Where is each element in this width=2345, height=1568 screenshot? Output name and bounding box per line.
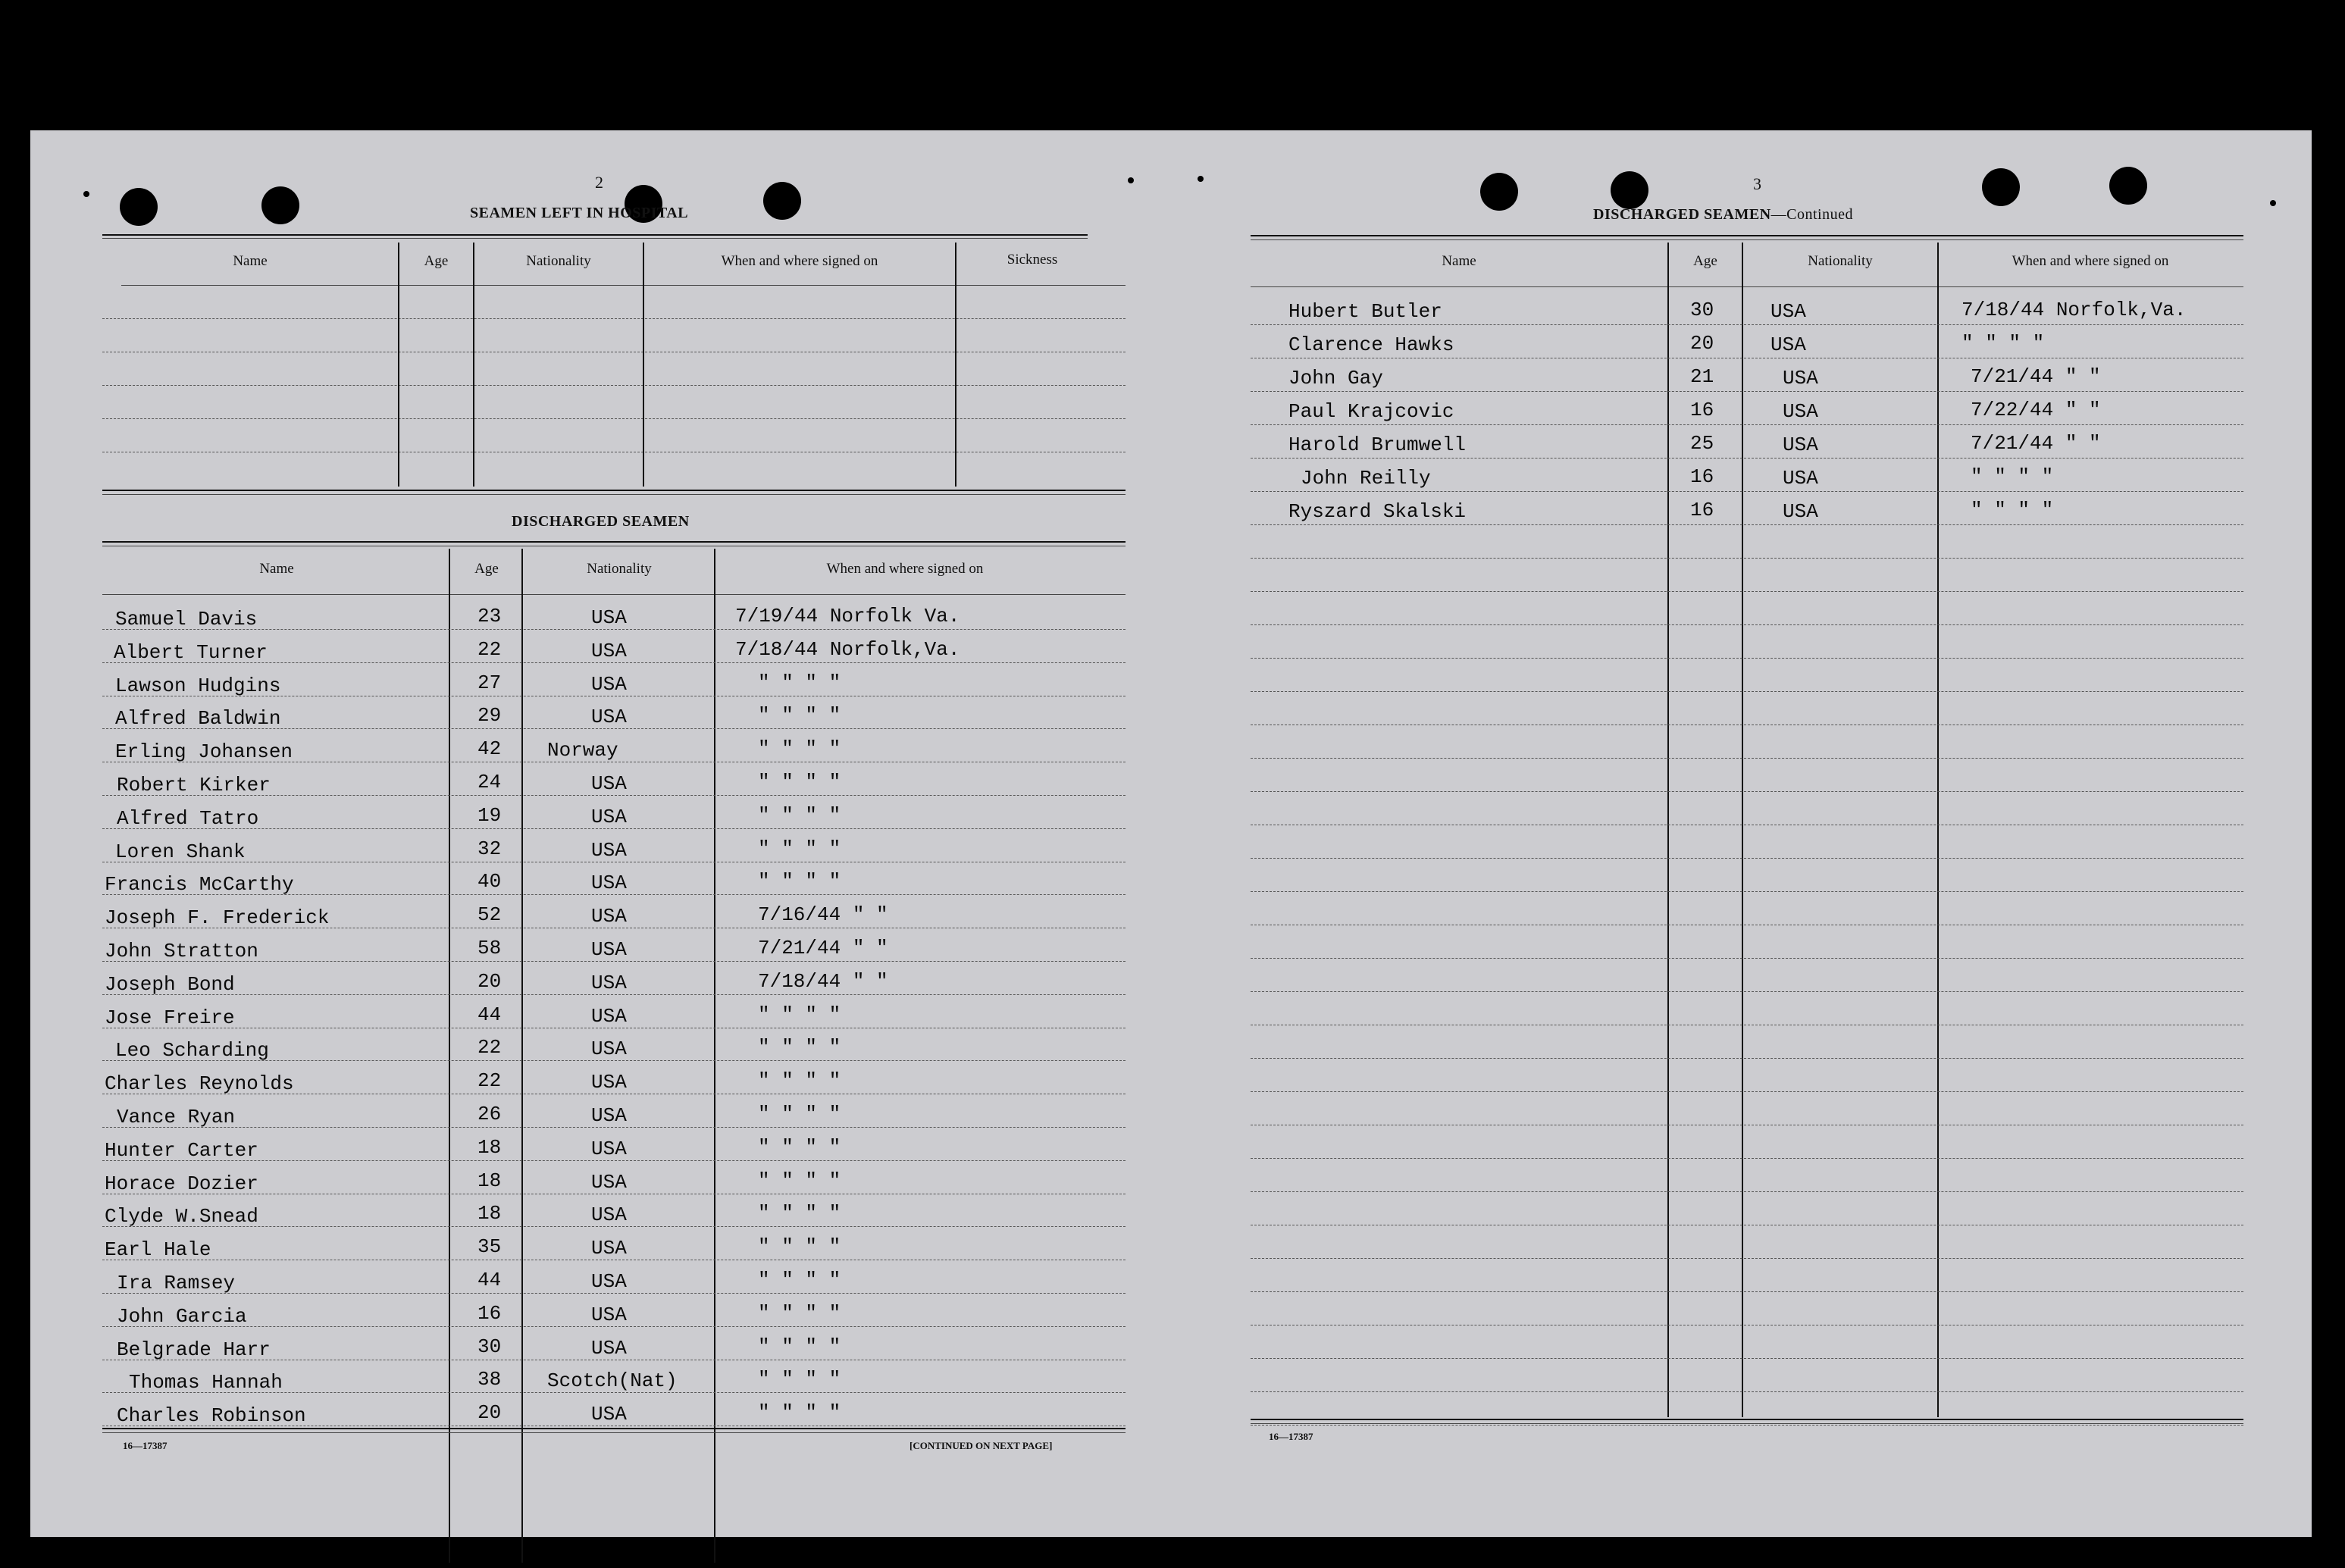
seaman-name: Alfred Tatro (117, 807, 259, 830)
column-header-signed-on: When and where signed on (721, 253, 878, 269)
seaman-age: 38 (477, 1368, 502, 1391)
seaman-signed-on: 7/21/44 " " (1971, 432, 2101, 455)
seaman-nationality: USA (591, 706, 627, 728)
row-line (1251, 558, 2243, 559)
speck (1198, 176, 1204, 182)
seaman-signed-on: " " " " (1961, 332, 2045, 355)
row-line (1251, 758, 2243, 759)
table-rule (1251, 1423, 2243, 1424)
seaman-age: 20 (1690, 332, 1714, 355)
seaman-name: Jose Freire (105, 1006, 235, 1029)
seaman-nationality: USA (1783, 500, 1818, 523)
column-header-age: Age (424, 253, 449, 269)
seaman-name: John Stratton (105, 940, 258, 962)
seaman-nationality: USA (591, 1304, 627, 1326)
seaman-age: 21 (1690, 365, 1714, 388)
row-line (1251, 858, 2243, 859)
punch-hole (1611, 171, 1648, 209)
column-header-signed-on: When and where signed on (2012, 253, 2169, 269)
row-line (102, 1326, 1126, 1327)
seaman-nationality: USA (591, 1038, 627, 1060)
seaman-age: 18 (477, 1202, 502, 1225)
seaman-name: Vance Ryan (117, 1106, 236, 1128)
seaman-name: Joseph Bond (105, 973, 235, 996)
column-header-name: Name (1442, 253, 1476, 269)
seaman-age: 16 (1690, 399, 1714, 421)
punch-hole (1982, 168, 2020, 206)
seaman-signed-on: 7/16/44 " " (758, 903, 888, 926)
row-line (1251, 958, 2243, 959)
seaman-name: Belgrade Harr (117, 1338, 271, 1361)
seaman-signed-on: 7/21/44 " " (758, 937, 888, 959)
seaman-name: John Garcia (117, 1305, 247, 1328)
row-line (1251, 491, 2243, 492)
seaman-age: 18 (477, 1169, 502, 1192)
seaman-nationality: USA (1770, 333, 1806, 356)
seaman-nationality: USA (591, 806, 627, 828)
punch-hole (1480, 173, 1518, 211)
page-number: 3 (1753, 174, 1761, 193)
seaman-age: 29 (477, 704, 502, 727)
column-header-signed-on: When and where signed on (826, 561, 984, 577)
seaman-nationality: USA (591, 1270, 627, 1293)
seaman-signed-on: " " " " (758, 1169, 841, 1192)
row-line (1251, 458, 2243, 459)
column-header-sickness: Sickness (1007, 252, 1058, 268)
seaman-nationality: USA (1783, 367, 1818, 390)
row-line (102, 318, 1126, 319)
seaman-name: Paul Krajcovic (1288, 400, 1454, 423)
row-line (1251, 424, 2243, 425)
seaman-name: Thomas Hannah (129, 1371, 283, 1394)
column-header-age: Age (474, 561, 499, 577)
punch-hole (2109, 167, 2147, 205)
seaman-nationality: USA (591, 905, 627, 928)
row-line (1251, 1191, 2243, 1192)
seaman-signed-on: 7/18/44 Norfolk,Va. (1961, 299, 2187, 321)
seaman-signed-on: " " " " (758, 1302, 841, 1325)
table-rule (102, 594, 1126, 595)
seaman-signed-on: " " " " (758, 1103, 841, 1125)
seaman-nationality: USA (591, 839, 627, 862)
seaman-age: 22 (477, 1069, 502, 1092)
column-divider (449, 549, 450, 1563)
seaman-age: 16 (1690, 499, 1714, 521)
seaman-nationality: USA (591, 872, 627, 894)
column-header-nationality: Nationality (1808, 253, 1873, 269)
seaman-signed-on: 7/21/44 " " (1971, 365, 2101, 388)
row-line (1251, 591, 2243, 592)
seaman-age: 16 (477, 1302, 502, 1325)
seaman-age: 22 (477, 638, 502, 661)
row-line (102, 1127, 1126, 1128)
seaman-nationality: USA (1783, 433, 1818, 456)
column-divider (521, 549, 523, 1563)
seaman-signed-on: " " " " (758, 1235, 841, 1258)
seaman-age: 35 (477, 1235, 502, 1258)
seaman-signed-on: " " " " (1971, 465, 2054, 488)
seaman-age: 30 (1690, 299, 1714, 321)
manifest-sheet (30, 130, 2312, 1537)
seaman-signed-on: " " " " (758, 870, 841, 893)
seaman-age: 40 (477, 870, 502, 893)
row-line (1251, 524, 2243, 525)
speck (2270, 200, 2276, 206)
row-line (1251, 1358, 2243, 1359)
seaman-name: Lawson Hudgins (115, 674, 281, 697)
row-line (1251, 1158, 2243, 1159)
table-rule (102, 1428, 1126, 1429)
column-header-name: Name (233, 253, 268, 269)
seaman-nationality: USA (1783, 467, 1818, 490)
seaman-age: 30 (477, 1335, 502, 1358)
seaman-nationality: USA (591, 1237, 627, 1260)
seaman-nationality: USA (1770, 300, 1806, 323)
seaman-name: Francis McCarthy (105, 873, 294, 896)
row-line (1251, 658, 2243, 659)
seaman-signed-on: 7/19/44 Norfolk Va. (735, 605, 960, 628)
seaman-nationality: USA (591, 772, 627, 795)
row-line (1251, 391, 2243, 392)
seaman-signed-on: " " " " (758, 1003, 841, 1026)
seaman-age: 44 (477, 1003, 502, 1026)
column-divider (1937, 243, 1939, 1417)
seaman-age: 20 (477, 970, 502, 993)
seaman-age: 26 (477, 1103, 502, 1125)
seaman-age: 19 (477, 804, 502, 827)
seaman-nationality: USA (591, 640, 627, 662)
seaman-age: 27 (477, 671, 502, 694)
seaman-nationality: USA (591, 1071, 627, 1094)
table-rule (1251, 1419, 2243, 1420)
row-line (1251, 1291, 2243, 1292)
table-rule (102, 238, 1088, 239)
seaman-name: Joseph F. Frederick (105, 906, 330, 929)
discharged-section-title: DISCHARGED SEAMEN (512, 513, 690, 530)
page-number: 2 (595, 173, 603, 192)
seaman-signed-on: " " " " (758, 1136, 841, 1159)
seaman-age: 52 (477, 903, 502, 926)
row-line (1251, 324, 2243, 325)
seaman-age: 23 (477, 605, 502, 628)
seaman-name: Hubert Butler (1288, 300, 1442, 323)
seaman-nationality: USA (591, 1104, 627, 1127)
seaman-signed-on: " " " " (1971, 499, 2054, 521)
seaman-nationality: USA (591, 1005, 627, 1028)
column-divider (473, 243, 474, 487)
discharged-continued-title (1593, 206, 1853, 224)
seaman-nationality: USA (591, 606, 627, 629)
seaman-nationality: USA (591, 1403, 627, 1426)
table-rule (102, 494, 1126, 495)
seaman-signed-on: " " " " (758, 804, 841, 827)
row-line (102, 385, 1126, 386)
seaman-name: Loren Shank (115, 840, 246, 863)
seaman-name: Robert Kirker (117, 774, 271, 797)
seaman-nationality: Norway (547, 739, 618, 762)
table-rule (102, 541, 1126, 543)
seaman-name: Charles Reynolds (105, 1072, 294, 1095)
seaman-signed-on: " " " " (758, 671, 841, 694)
column-divider (714, 549, 715, 1563)
seaman-age: 20 (477, 1401, 502, 1424)
seaman-signed-on: " " " " (758, 1036, 841, 1059)
table-rule (102, 490, 1126, 491)
column-header-nationality: Nationality (526, 253, 591, 269)
row-line (102, 1293, 1126, 1294)
seaman-signed-on: " " " " (758, 737, 841, 760)
seaman-name: Harold Brumwell (1288, 433, 1467, 456)
seaman-nationality: USA (591, 1138, 627, 1160)
seaman-name: Hunter Carter (105, 1139, 258, 1162)
column-divider (955, 243, 956, 487)
seaman-name: Horace Dozier (105, 1172, 258, 1195)
column-divider (1667, 243, 1669, 1417)
seaman-name: Samuel Davis (115, 608, 258, 631)
seaman-name: Ryszard Skalski (1288, 500, 1467, 523)
speck (1128, 177, 1134, 183)
column-divider (643, 243, 644, 487)
seaman-signed-on: " " " " (758, 1368, 841, 1391)
seaman-name: Alfred Baldwin (115, 707, 281, 730)
seaman-signed-on: " " " " (758, 1335, 841, 1358)
seaman-nationality: USA (1783, 400, 1818, 423)
row-line (1251, 1091, 2243, 1092)
seaman-age: 44 (477, 1269, 502, 1291)
seaman-signed-on: " " " " (758, 1401, 841, 1424)
punch-hole (120, 188, 158, 226)
seaman-nationality: USA (591, 1171, 627, 1194)
row-line (1251, 791, 2243, 792)
seaman-age: 16 (1690, 465, 1714, 488)
seaman-name: Clarence Hawks (1288, 333, 1454, 356)
seaman-age: 58 (477, 937, 502, 959)
punch-hole (261, 186, 299, 224)
form-number: 16—17387 (123, 1440, 168, 1451)
column-header-name: Name (259, 561, 294, 577)
seaman-age: 42 (477, 737, 502, 760)
row-line (1251, 1391, 2243, 1392)
seaman-signed-on: " " " " (758, 1069, 841, 1092)
seaman-nationality: USA (591, 972, 627, 994)
table-rule (1251, 286, 2243, 287)
seaman-name: Charles Robinson (117, 1404, 306, 1427)
form-number: 16—17387 (1269, 1431, 1313, 1442)
speck (83, 191, 89, 197)
row-line (1251, 991, 2243, 992)
seaman-signed-on: " " " " (758, 771, 841, 793)
seaman-nationality: USA (591, 1203, 627, 1226)
seaman-age: 25 (1690, 432, 1714, 455)
row-line (102, 418, 1126, 419)
column-divider (398, 243, 399, 487)
seaman-nationality: USA (591, 673, 627, 696)
seaman-signed-on: 7/22/44 " " (1971, 399, 2101, 421)
seaman-signed-on: 7/18/44 " " (758, 970, 888, 993)
row-line (1251, 1058, 2243, 1059)
seaman-name: Earl Hale (105, 1238, 211, 1261)
title-suffix: —Continued (1770, 206, 1853, 223)
seaman-age: 32 (477, 837, 502, 860)
table-rule (121, 285, 1126, 286)
seaman-signed-on: " " " " (758, 1202, 841, 1225)
row-line (102, 994, 1126, 995)
title-text: DISCHARGED SEAMEN (1593, 206, 1771, 223)
table-rule (102, 234, 1088, 236)
table-rule (102, 1432, 1126, 1433)
seaman-name: John Gay (1288, 367, 1383, 390)
seaman-name: Clyde W.Snead (105, 1205, 258, 1228)
seaman-age: 22 (477, 1036, 502, 1059)
row-line (1251, 1425, 2243, 1426)
seaman-name: Ira Ramsey (117, 1272, 236, 1294)
hospital-section-title: SEAMEN LEFT IN HOSPITAL (470, 205, 689, 221)
seaman-name: Leo Scharding (115, 1039, 269, 1062)
seaman-nationality: USA (591, 938, 627, 961)
column-header-age: Age (1693, 253, 1717, 269)
row-line (1251, 624, 2243, 625)
continued-note: [CONTINUED ON NEXT PAGE] (910, 1440, 1053, 1451)
column-header-nationality: Nationality (587, 561, 652, 577)
seaman-name: Albert Turner (114, 641, 268, 664)
table-rule (1251, 239, 2243, 240)
seaman-signed-on: " " " " (758, 1269, 841, 1291)
seaman-name: Erling Johansen (115, 740, 293, 763)
seaman-nationality: Scotch(Nat) (547, 1369, 678, 1392)
seaman-nationality: USA (591, 1337, 627, 1360)
seaman-signed-on: " " " " (758, 837, 841, 860)
seaman-name: John Reilly (1301, 467, 1431, 490)
row-line (1251, 1258, 2243, 1259)
seaman-age: 24 (477, 771, 502, 793)
seaman-age: 18 (477, 1136, 502, 1159)
column-divider (1742, 243, 1743, 1417)
seaman-signed-on: " " " " (758, 704, 841, 727)
row-line (1251, 891, 2243, 892)
table-rule (1251, 235, 2243, 236)
punch-hole (763, 182, 801, 220)
seaman-signed-on: 7/18/44 Norfolk,Va. (735, 638, 960, 661)
row-line (1251, 691, 2243, 692)
